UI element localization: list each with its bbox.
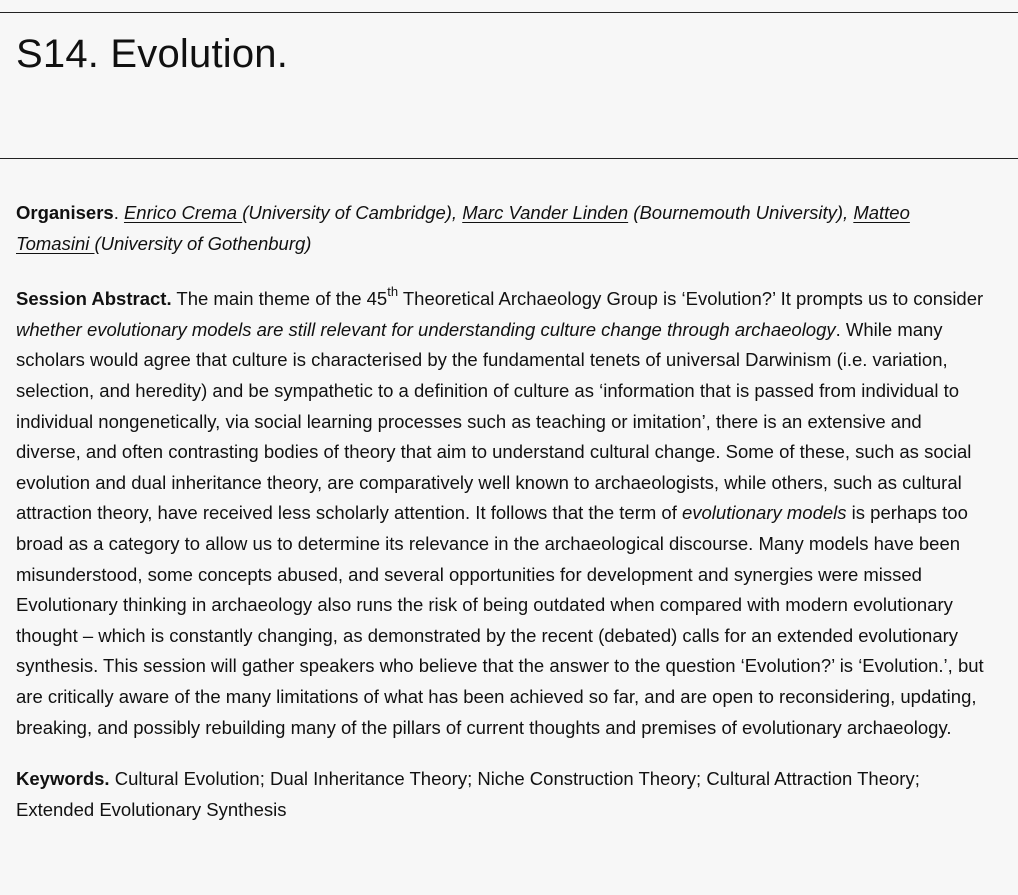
abstract-text: Theoretical Archaeology Group is ‘Evolution?’ It prompts us to consider xyxy=(398,288,984,310)
abstract-label: Session Abstract. xyxy=(16,288,172,310)
organiser-link-marc-vander-linden[interactable]: Marc Vander Linden xyxy=(462,202,629,223)
organiser-affiliation: (University of Cambridge), xyxy=(242,202,463,223)
abstract-emphasis: whether evolutionary models are still relevant for understanding culture change through archaeology xyxy=(16,318,836,340)
abstract-emphasis: evolutionary models xyxy=(681,502,847,524)
keywords-label: Keywords. xyxy=(16,768,110,790)
abstract-text: . While many scholars would agree that culture is characterised by the fundamental tenets of universal Darwinism (i.e. variation, selection, and heredity) and be sympathetic to a definition of culture as ‘information that is passed from individual to individual nongenetically, via social learning processes such as teaching or imitation’, there is an extensive and diverse, and often contrasting bodies of theory that aim to understand cultural change. Some of these, such as social evolution and dual inheritance theory, are comparatively well known to archaeologists, while others, such as cultural attraction theory, have received less scholarly attention. It follows that the term of xyxy=(16,318,972,524)
organisers-paragraph xyxy=(16,198,984,259)
keywords-text: Cultural Evolution; Dual Inheritance Theory; Niche Construction Theory; Cultural Attraction Theory; Extended Evolutionary Synthesis xyxy=(16,768,920,820)
organisers-label: Organisers xyxy=(16,202,114,223)
organiser-affiliation: (University of Gothenburg) xyxy=(94,232,312,254)
organiser-link-matteo-tomasini[interactable]: Matteo Tomasini xyxy=(16,202,910,254)
abstract-text: is perhaps too broad as a category to allow us to determine its relevance in the archaeological discourse. Many models have been misunderstood, some concepts abused, and several opportunities for development and synergies were missed Evolutionary thinking in archaeology also runs the risk of being outdated when compared with modern evolutionary thought – which is constantly changing, as demonstrated by the recent (debated) calls for an extended evolutionary synthesis. This session will gather speakers who believe that the answer to the question ‘Evolution?’ is ‘Evolution.’, but are critically aware of the many limitations of what has been achieved so far, and are open to reconsidering, updating, breaking, and possibly rebuilding many of the pillars of current thoughts and premises of evolutionary archaeology. xyxy=(16,502,984,738)
abstract-text: The main theme of the 45 xyxy=(171,288,388,310)
ordinal-suffix: th xyxy=(387,284,399,300)
page-title: S14. Evolution. xyxy=(16,32,289,76)
organiser-link-enrico-crema[interactable]: Enrico Crema xyxy=(123,202,243,223)
keywords-paragraph xyxy=(16,764,984,825)
abstract-paragraph xyxy=(16,284,984,743)
session-content xyxy=(16,198,984,825)
title-divider xyxy=(0,158,1018,159)
top-divider xyxy=(0,12,1018,13)
organisers-label-suffix: . xyxy=(113,202,124,223)
organiser-affiliation: (Bournemouth University), xyxy=(628,202,854,223)
